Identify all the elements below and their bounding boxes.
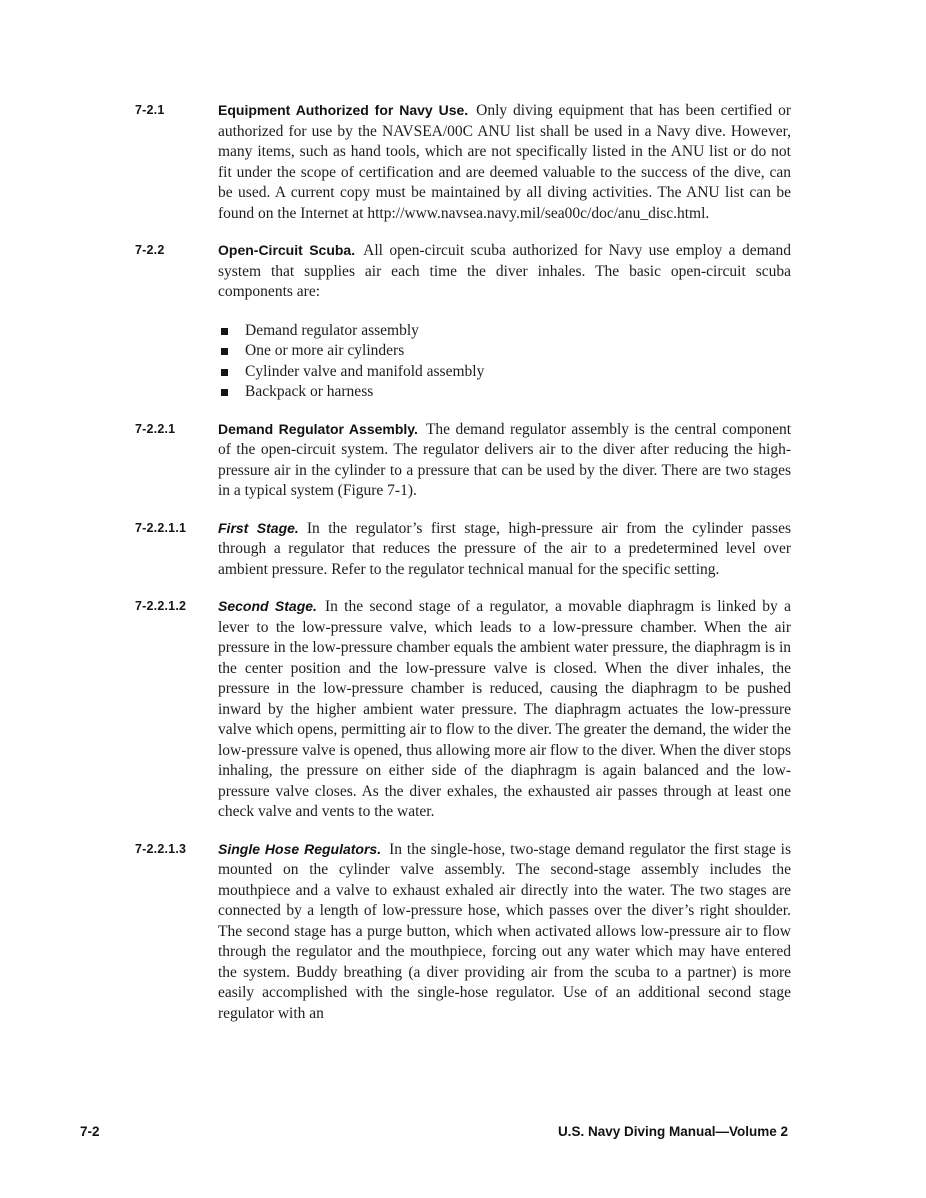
section-body: [218, 839, 791, 1025]
section-number: 7-2.2.1: [135, 421, 176, 436]
section-heading: Second Stage.: [218, 598, 317, 614]
section-heading: Single Hose Regulators.: [218, 840, 382, 857]
section-text: In the second stage of a regulator, a movable diaphragm is linked by a lever to the low-pressure valve, which leads to a low-pressure chamber. When the air pressure in the low-pressure chamber equals the ambient water pressure, the diaphragm is in the center position and the low-pressure valve is closed. When the diver inhales, the pressure in the low-pressure chamber is reduced, causing the diaphragm to be pushed inward by the higher ambient water pressure. The diaphragm actuates the low-pressure valve which opens, permitting air to flow to the diver. The greater the demand, the wider the low-pressure valve is opened, thus allowing more air flow to the diver. When the diver stops inhaling, the pressure on either side of the diaphragm is again balanced and the low-pressure valve closes. As the diver exhales, the exhausted air passes through at least one check valve and vents to the water.: [218, 598, 791, 820]
section-heading: Demand Regulator Assembly.: [218, 420, 418, 437]
section-body: [218, 518, 791, 581]
section-7-2-2-1-1: [135, 518, 791, 581]
section-body: [218, 240, 791, 403]
section-text: In the single-hose, two-stage demand regulator the first stage is mounted on the cylinder valve assembly. The second-stage assembly includes the mouthpiece and a valve to exhaust exhaled air directly into the water. The two stages are connected by a length of low-pressure hose, which passes over the diver’s right shoulder. The second stage has a purge button, which when activated allows low-pressure air to flow through the regulator and the mouthpiece, forcing out any water which may have entered the system. Buddy breathing (a diver providing air from the scuba to a partner) is more easily accomplished with the single-hose regulator. Use of an additional second stage regulator with an: [218, 840, 791, 1022]
section-body: [218, 100, 791, 224]
section-text: All open-circuit scuba authorized for Navy use employ a demand system that supplies air each time the diver inhales. The basic open-circuit scuba components are:: [218, 242, 792, 300]
section-heading: First Stage.: [218, 519, 299, 536]
page-content: [135, 100, 791, 1040]
section-7-2-2-1-2: [135, 596, 791, 823]
section-number: 7-2.2.1.1: [135, 520, 187, 535]
section-7-2-1: [135, 100, 791, 224]
page-footer: [80, 1124, 788, 1139]
scuba-components-list: [218, 321, 791, 403]
section-text: In the regulator’s first stage, high-pressure air from the cylinder passes through a regulator that reduces the pressure of the air to a predetermined level over ambient pressure. Refer to the regulator technical manual for the specific setting.: [218, 519, 791, 578]
section-heading: Equipment Authorized for Navy Use.: [218, 102, 469, 118]
section-number: 7-2.2.1.2: [135, 599, 187, 613]
list-item: Backpack or harness: [218, 382, 791, 403]
section-number: 7-2.2.1.3: [135, 841, 187, 856]
section-7-2-2-1: [135, 419, 791, 502]
section-number: 7-2.2: [135, 243, 165, 257]
footer-title: U.S. Navy Diving Manual—Volume 2: [557, 1124, 788, 1139]
section-number: 7-2.1: [135, 103, 165, 117]
footer-page-number: 7-2: [80, 1124, 100, 1139]
section-text: Only diving equipment that has been certified or authorized for use by the NAVSEA/00C ANU list shall be used in a Navy dive. However, many items, such as hand tools, which are not specifically listed in the ANU list or do not fit under the scope of certification and are deemed valuable to the success of the dive, can be used. A current copy must be maintained by all diving activities. The ANU list can be found on the Internet at http://www.navsea.navy.mil/sea00c/doc/anu_disc.html.: [218, 102, 791, 222]
list-item: One or more air cylinders: [218, 341, 791, 362]
section-body: [218, 596, 791, 823]
section-7-2-2-1-3: [135, 839, 791, 1025]
section-body: [218, 419, 791, 502]
list-item: Cylinder valve and manifold assembly: [218, 362, 791, 383]
section-text: The demand regulator assembly is the central component of the open-circuit system. The regulator delivers air to the diver after reducing the high-pressure air in the cylinder to a pressure that can be used by the diver. There are two stages in a typical system (Figure 7-1).: [218, 420, 792, 499]
list-item: Demand regulator assembly: [218, 321, 791, 342]
section-heading: Open-Circuit Scuba.: [218, 242, 356, 258]
section-7-2-2: [135, 240, 791, 403]
